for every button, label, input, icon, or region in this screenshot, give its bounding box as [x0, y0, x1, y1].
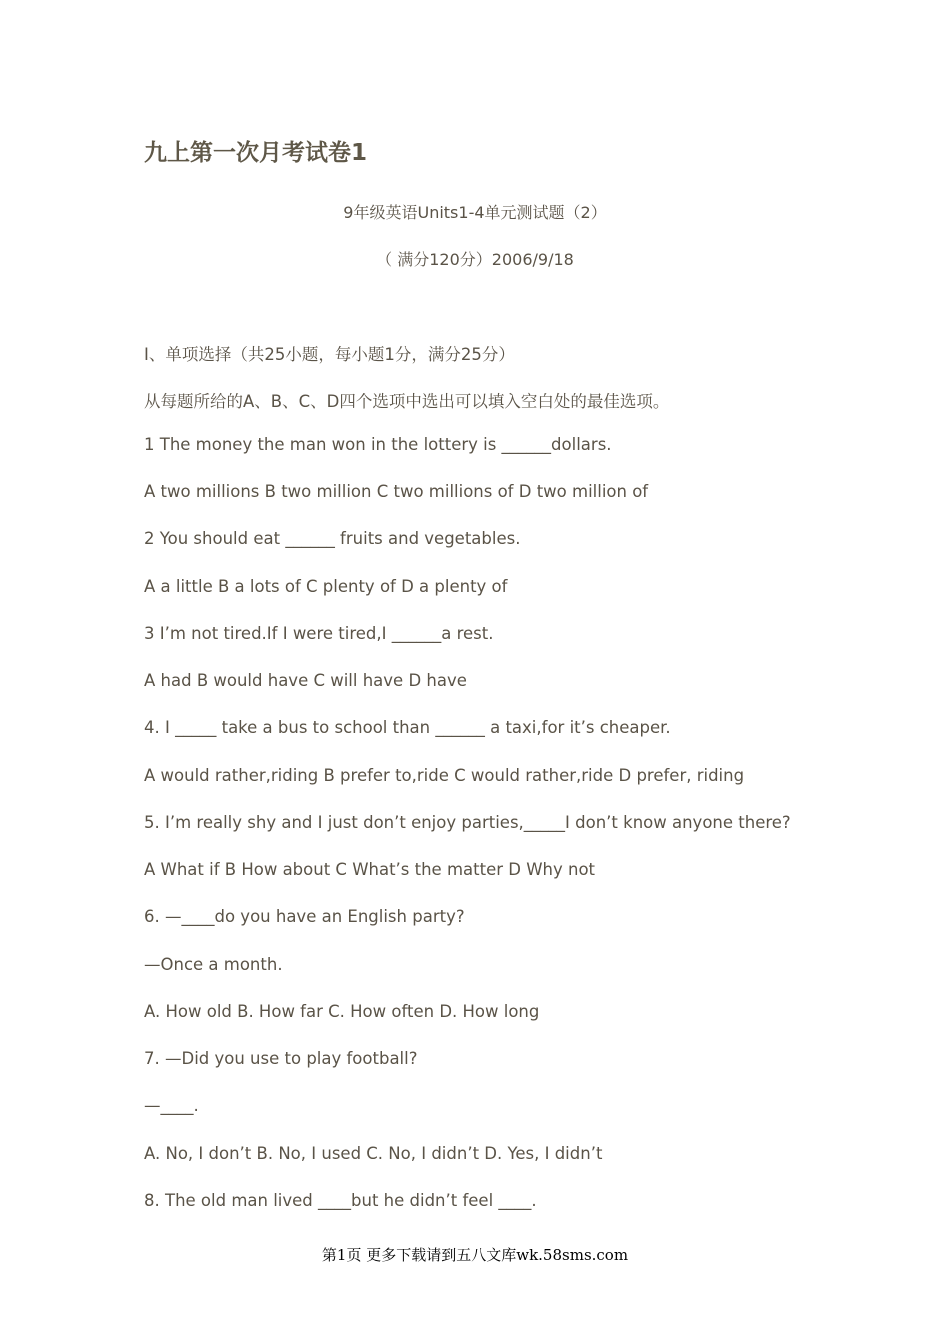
instructions: 从每题所给的A、B、C、D四个选项中选出可以填入空白处的最佳选项。 [144, 392, 670, 411]
question-6: 6. —____do you have an English party? [144, 907, 465, 926]
question-6-reply: —Once a month. [144, 955, 283, 974]
question-4-options: A would rather,riding B prefer to,ride C would rather,ride D prefer, riding [144, 766, 745, 785]
question-4: 4. I _____ take a bus to school than ______ a taxi,for it’s cheaper. [144, 718, 671, 737]
question-3: 3 I’m not tired.If I were tired,I ______a rest. [144, 624, 494, 643]
score-date-line: （ 满分120分）2006/9/18 [376, 250, 574, 269]
section-heading: Ⅰ、单项选择（共25小题，每小题1分，满分25分） [144, 345, 515, 364]
question-8: 8. The old man lived ____but he didn’t feel ____. [144, 1191, 537, 1210]
question-6-options: A. How old B. How far C. How often D. How long [144, 1002, 540, 1021]
question-7-reply: —____. [144, 1096, 199, 1115]
question-5-options: A What if B How about C What’s the matter D Why not [144, 860, 596, 879]
document-title: 九上第一次月考试卷1 [144, 140, 368, 166]
question-7: 7. —Did you use to play football? [144, 1049, 418, 1068]
question-2-options: A a little B a lots of C plenty of D a plenty of [144, 577, 508, 596]
question-3-options: A had B would have C will have D have [144, 671, 467, 690]
question-2: 2 You should eat ______ fruits and vegetables. [144, 529, 521, 548]
question-1: 1 The money the man won in the lottery is ______dollars. [144, 435, 612, 454]
page-footer: 第1页 更多下载请到五八文库wk.58sms.com [321, 1246, 629, 1264]
question-5: 5. I’m really shy and I just don’t enjoy parties,_____I don’t know anyone there? [144, 813, 791, 832]
question-1-options: A two millions B two million C two millions of D two million of [144, 482, 649, 501]
document-subtitle: 9年级英语Units1-4单元测试题（2） [343, 203, 607, 222]
question-7-options: A. No, I don’t B. No, I used C. No, I didn’t D. Yes, I didn’t [144, 1144, 603, 1163]
